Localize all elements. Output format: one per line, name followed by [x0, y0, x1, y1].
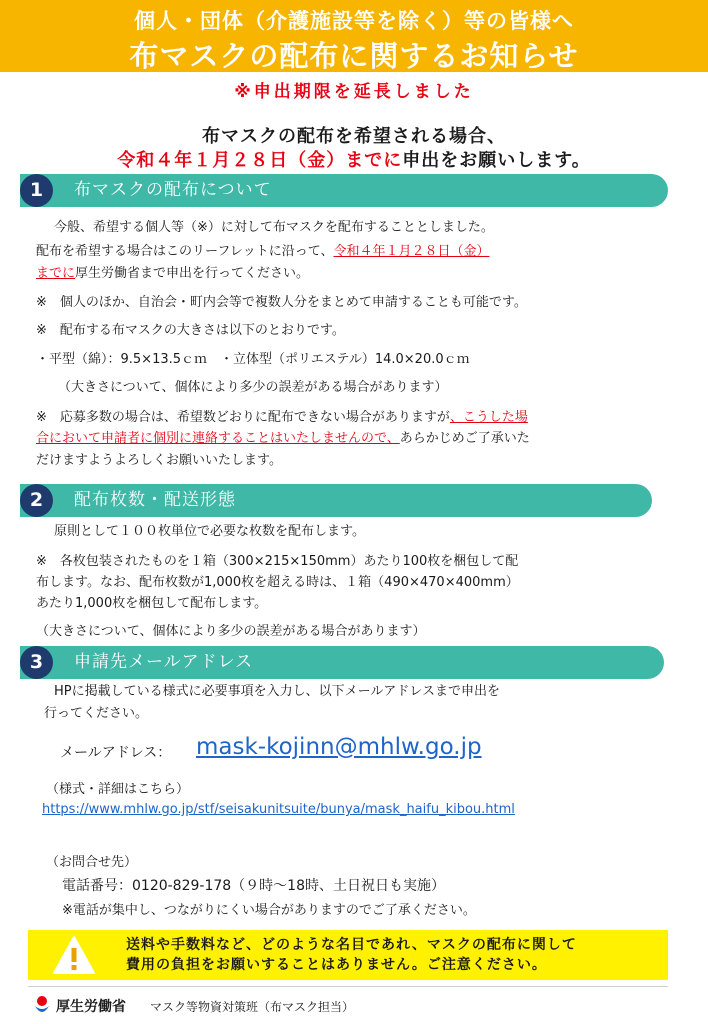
warning-box	[28, 930, 668, 980]
mhlw-logo-icon	[32, 994, 52, 1016]
header-banner	[0, 0, 708, 72]
s1-note-3b-text: あらかじめご了承いた	[399, 431, 530, 446]
s1-para-c	[36, 264, 309, 284]
warning-line-1: 送料や手数料など、どのような名目であれ、マスクの配布に関して	[126, 937, 577, 953]
contact-label: （お問合せ先）	[46, 855, 138, 870]
s2-note-b: 布します。なお、配布枚数が1,000枚を超える時は、１箱（490×470×400mm）	[36, 575, 519, 590]
s1-note-3a-text: ※ 応募多数の場合は、希望数どおりに配布できない場合がありますが	[36, 410, 450, 425]
page-title: 布マスクの配布に関するお知らせ	[129, 39, 579, 73]
s1-para-c-text: 厚生労働省まで申出を行ってください。	[75, 266, 310, 281]
contact-phone: 電話番号：0120-829-178（９時〜18時、土日祝日も実施）	[62, 878, 445, 894]
warning-text	[126, 935, 577, 975]
s1-para-b-text: 配布を希望する場合はこのリーフレットに沿って、	[36, 244, 334, 259]
s2-para: 原則として１００枚単位で必要な枚数を配布します。	[54, 524, 365, 539]
section-3-title: 申請先メールアドレス	[74, 652, 254, 672]
lead-line-2-rest: 申出をお願いします。	[402, 150, 591, 171]
email-label: メールアドレス：	[60, 745, 172, 761]
team-name: マスク等物資対策班（布マスク担当）	[150, 1000, 355, 1014]
s2-note-a: ※ 各枚包装されたものを１箱（300×215×150mm）あたり100枚を梱包して配	[36, 554, 519, 569]
section-2-number: 2	[20, 484, 53, 517]
section-1-header	[20, 174, 668, 207]
lead-line-1: 布マスクの配布を希望される場合、	[202, 126, 506, 147]
s1-sizes: ・平型（綿）：9.5×13.5ｃｍ ・立体型（ポリエステル）14.0×20.0ｃｍ	[36, 352, 470, 367]
section-1-number: 1	[20, 174, 53, 207]
details-url-link[interactable]: https://www.mhlw.go.jp/stf/seisakunitsuite/bunya/mask_haifu_kibou.html	[42, 802, 515, 817]
s1-note-2: ※ 配布する布マスクの大きさは以下のとおりです。	[36, 323, 345, 338]
email-link[interactable]: mask-kojinn@mhlw.go.jp	[196, 734, 482, 760]
extension-notice: ※申出期限を延長しました	[234, 82, 474, 102]
footer-divider	[28, 986, 668, 987]
s1-note-3b	[36, 429, 530, 449]
section-2-header	[20, 484, 652, 517]
section-3-number: 3	[20, 646, 53, 679]
section-3-header	[20, 646, 664, 679]
s1-para-b	[36, 242, 489, 262]
warning-triangle-icon	[52, 935, 96, 975]
warning-line-2: 費用の負担をお願いすることはありません。ご注意ください。	[126, 957, 547, 973]
header-subtitle: 個人・団体（介護施設等を除く）等の皆様へ	[134, 9, 574, 33]
lead-line-2	[0, 146, 708, 172]
s1-note-3a-red: 、こうした場	[449, 410, 528, 425]
s3-para-a: HPに掲載している様式に必要事項を入力し、以下メールアドレスまで申出を	[54, 684, 500, 699]
s1-note-3a	[36, 408, 528, 428]
s1-size-note: （大きさについて、個体により多少の誤差がある場合があります）	[58, 380, 448, 395]
s2-note-c: あたり1,000枚を梱包して配布します。	[36, 596, 268, 611]
s1-para-a: 今般、希望する個人等（※）に対して布マスクを配布することとしました。	[54, 220, 494, 235]
s1-note-3c: だけますようよろしくお願いいたします。	[36, 453, 282, 468]
s1-deadline-a: 令和４年１月２８日（金）	[333, 244, 490, 259]
s1-note-1: ※ 個人のほか、自治会・町内会等で複数人分をまとめて申請することも可能です。	[36, 295, 527, 310]
section-1-title: 布マスクの配布について	[74, 180, 272, 200]
s3-para-b: 行ってください。	[44, 706, 149, 721]
details-label: （様式・詳細はこちら）	[46, 782, 190, 797]
s2-size-note: （大きさについて、個体により多少の誤差がある場合があります）	[36, 624, 426, 639]
ministry-name: 厚生労働省	[56, 999, 126, 1015]
contact-note: ※電話が集中し、つながりにくい場合がありますのでご了承ください。	[62, 903, 476, 918]
s1-deadline-b: までに	[36, 266, 76, 281]
s1-note-3b-red: 合において申請者に個別に連絡することはいたしませんので、	[36, 431, 400, 446]
section-2-title: 配布枚数・配送形態	[74, 490, 236, 510]
deadline-text: 令和４年１月２８日（金）までに	[117, 150, 403, 171]
